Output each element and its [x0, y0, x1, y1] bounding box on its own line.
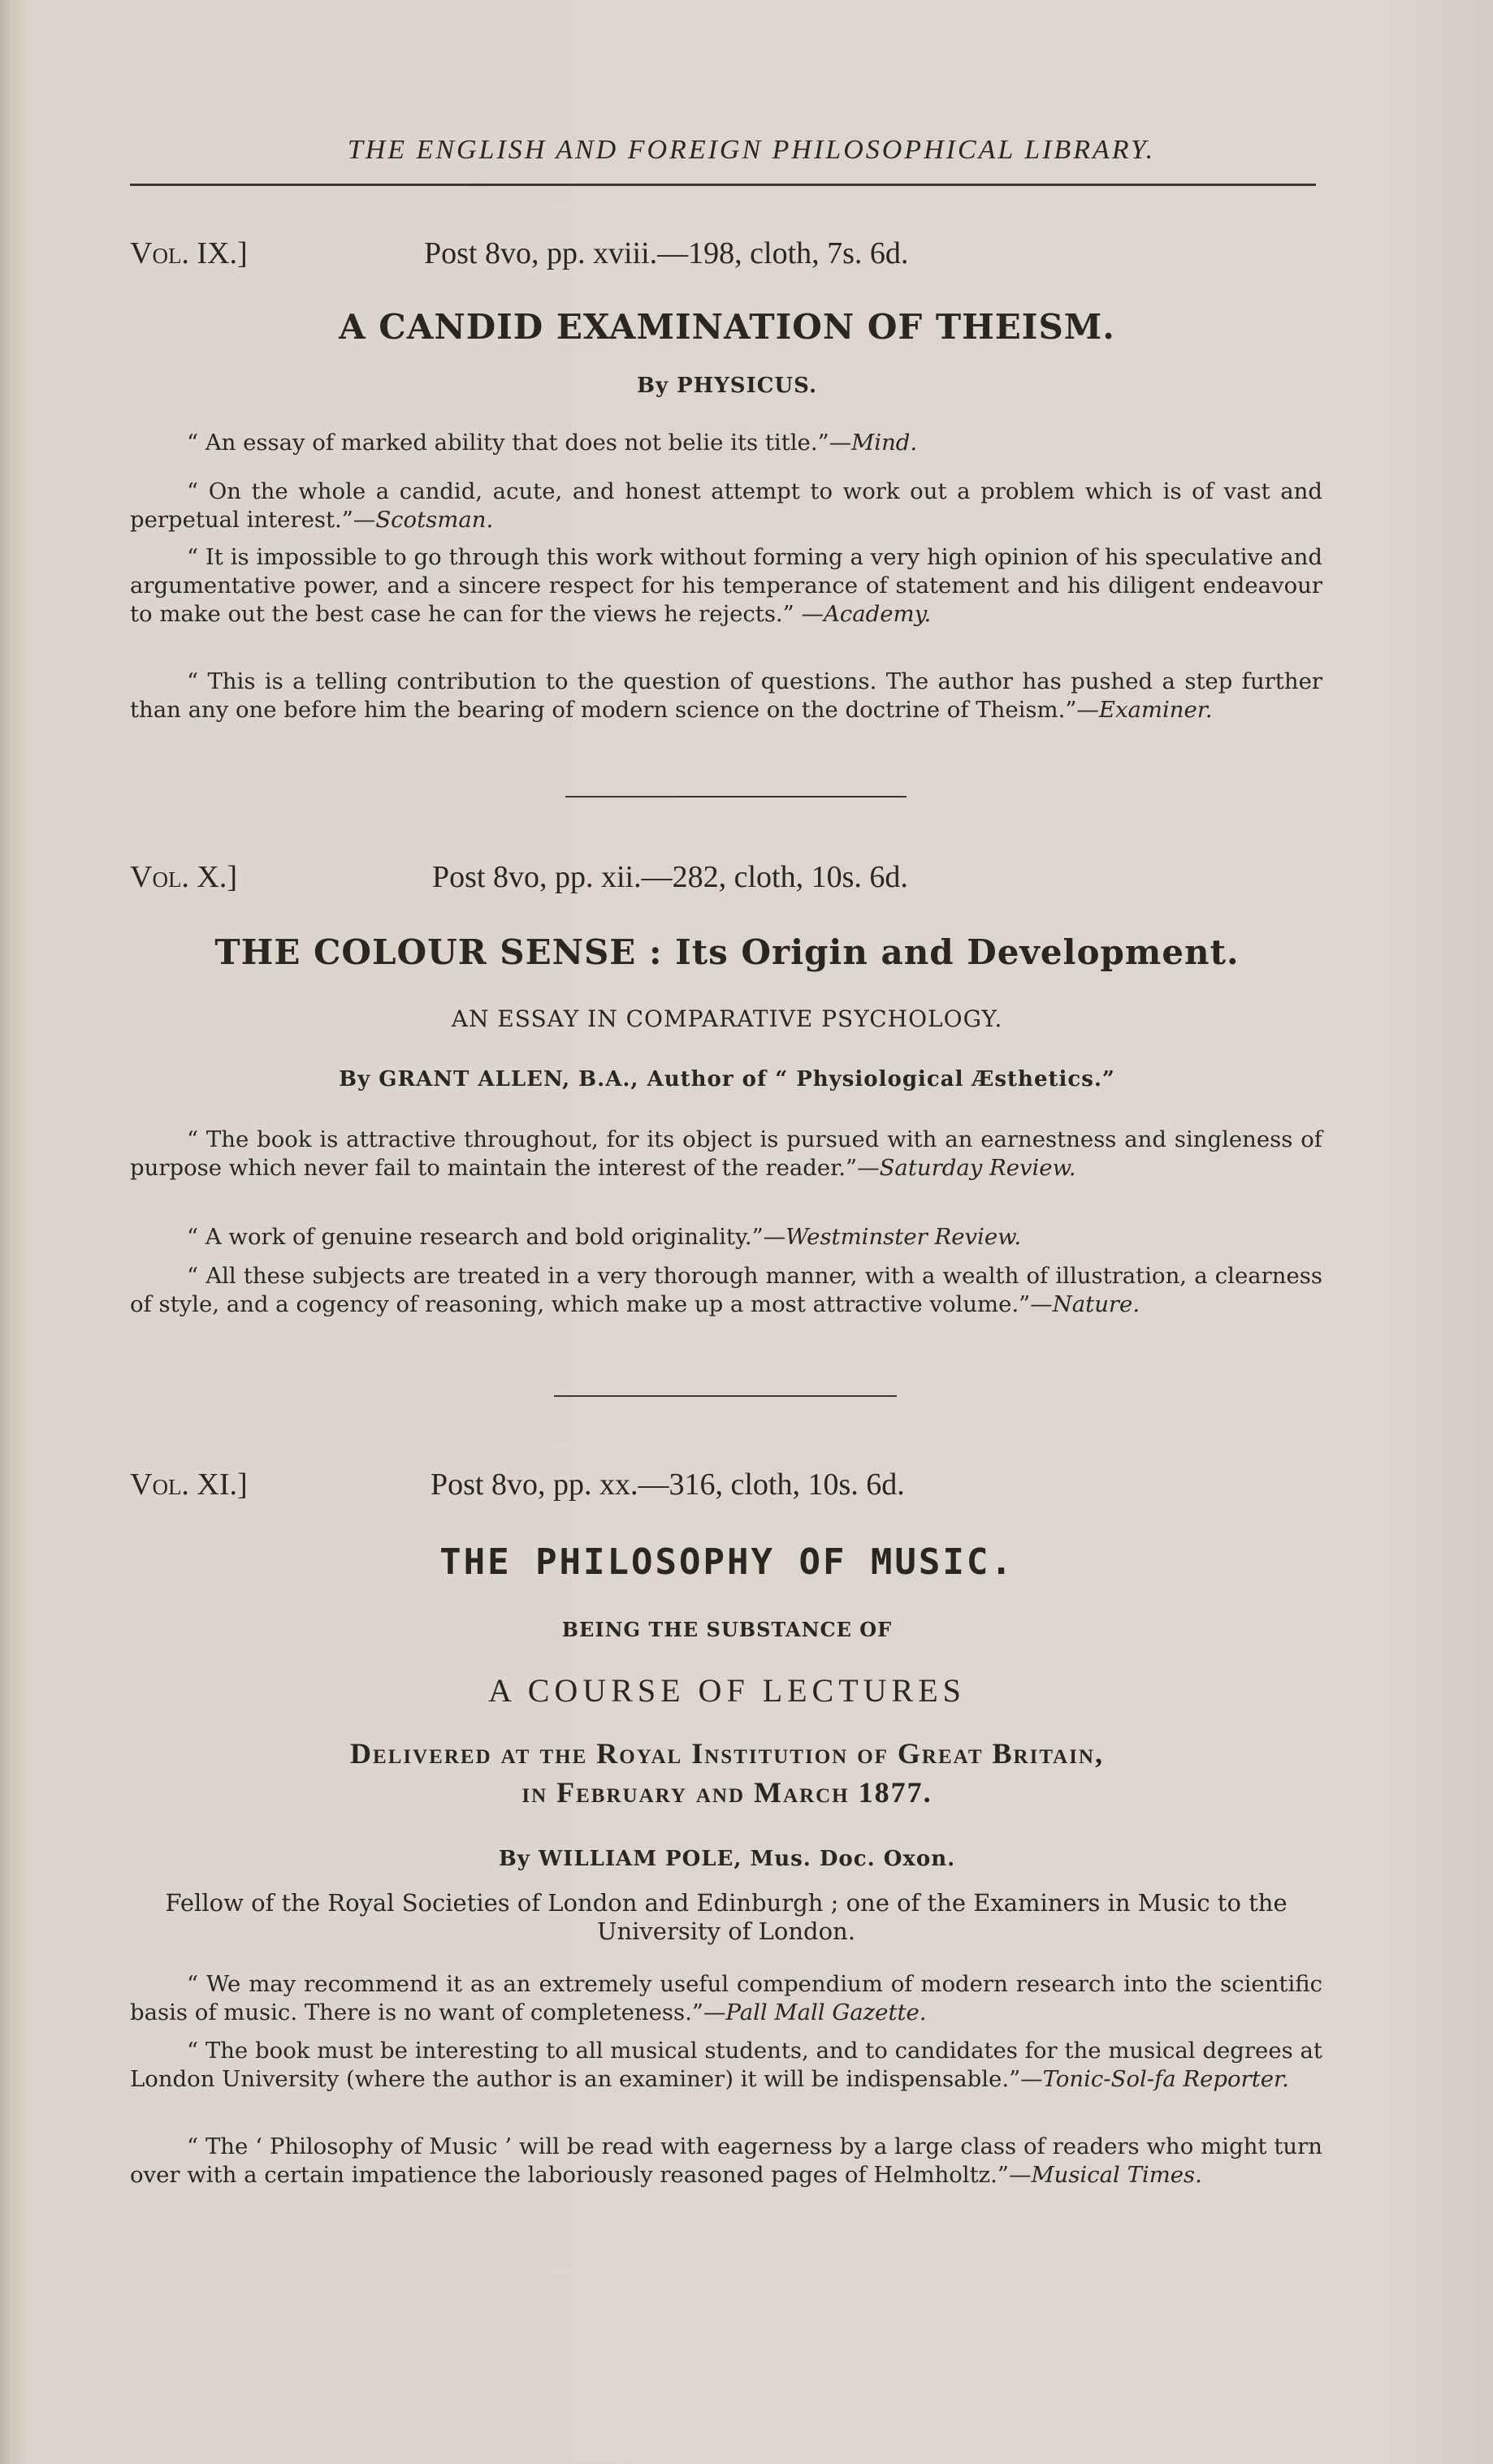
vol-10-title: THE COLOUR SENSE : Its Origin and Development. [214, 932, 1240, 972]
vol-10-author: By GRANT ALLEN, B.A., Author of “ Physiological Æsthetics.” [339, 1067, 1115, 1092]
vol-9-number: Vol. IX.] [130, 236, 248, 270]
vol-9-title: A CANDID EXAMINATION OF THEISM. [339, 307, 1115, 347]
vol-11-quote-3: “ The ‘ Philosophy of Music ’ will be read with eagerness by a large class of readers who might turn over with a certain impatience the laboriously reasoned pages of Helmholtz.”—Musical Times. [130, 2133, 1322, 2188]
vol-10-quote-2: “ A work of genuine research and bold originality.”—Westminster Review. [187, 1224, 1022, 1250]
vol-10-publication: Post 8vo, pp. xii.—282, cloth, 10s. 6d. [432, 860, 908, 894]
vol-11-quote-2: “ The book must be interesting to all musical students, and to candidates for the musical degrees at London University (where the author is an examiner) it will be indispensable.”—Tonic-Sol-fa Reporter. [130, 2038, 1322, 2092]
vol-9-author: By PHYSICUS. [636, 374, 818, 398]
vol-10-subtitle: AN ESSAY IN COMPARATIVE PSYCHOLOGY. [451, 1005, 1003, 1032]
vol-11-course: A COURSE OF LECTURES [488, 1672, 966, 1709]
vol-9-publication: Post 8vo, pp. xviii.—198, cloth, 7s. 6d. [424, 236, 909, 270]
vol-11-delivered-1: Delivered at the Royal Institution of Great Britain, [350, 1737, 1104, 1770]
vol-10-quote-1: “ The book is attractive throughout, for its object is pursued with an earnestness and singleness of purpose which never fail to maintain the interest of the reader.”—Saturday Review. [130, 1126, 1322, 1181]
vol-10-quote-3: “ All these subjects are treated in a very thorough manner, with a wealth of illustration, a clearness of style, and a cogency of reasoning, which make up a most attractive volume.”—Nature. [130, 1263, 1322, 1317]
vol-11-being: BEING THE SUBSTANCE OF [561, 1618, 893, 1641]
vol-9-quote-4: “ This is a telling contribution to the question of questions. The author has pushed a step further than any one before him the bearing of modern science on the doctrine of Theism.”—Examiner. [130, 668, 1322, 723]
vol-11-quote-1: “ We may recommend it as an extremely useful compendium of modern research into the scientific basis of music. There is no want of completeness.”—Pall Mall Gazette. [130, 1971, 1322, 2025]
separator-2 [554, 1395, 897, 1397]
running-head: THE ENGLISH AND FOREIGN PHILOSOPHICAL LIBRARY. [347, 135, 1156, 165]
vol-9-quote-1: “ An essay of marked ability that does not belie its title.”—Mind. [187, 430, 918, 456]
vol-11-author: By WILLIAM POLE, Mus. Doc. Oxon. [498, 1847, 956, 1871]
vol-9-quote-2: “ On the whole a candid, acute, and honest attempt to work out a problem which is of vast and perpetual interest.”—Scotsman. [130, 478, 1322, 533]
vol-9-quote-3: “ It is impossible to go through this work without forming a very high opinion of his speculative and argumentative power, and a sincere respect for his temperance of statement and his diligent endeavour to make out the best case he can for the views he rejects.” —Academy. [130, 544, 1322, 627]
separator-1 [565, 796, 907, 798]
vol-10-number: Vol. X.] [130, 860, 238, 894]
vol-11-fellow: Fellow of the Royal Societies of London and Edinburgh ; one of the Examiners in Music to the University of London. [165, 1889, 1287, 1945]
vol-11-delivered-2: in February and March 1877. [521, 1776, 933, 1809]
vol-11-publication: Post 8vo, pp. xx.—316, cloth, 10s. 6d. [431, 1468, 905, 1502]
vol-11-title: THE PHILOSOPHY OF MUSIC. [439, 1541, 1015, 1583]
vol-11-number: Vol. XI.] [130, 1468, 248, 1502]
header-rule [130, 184, 1316, 186]
